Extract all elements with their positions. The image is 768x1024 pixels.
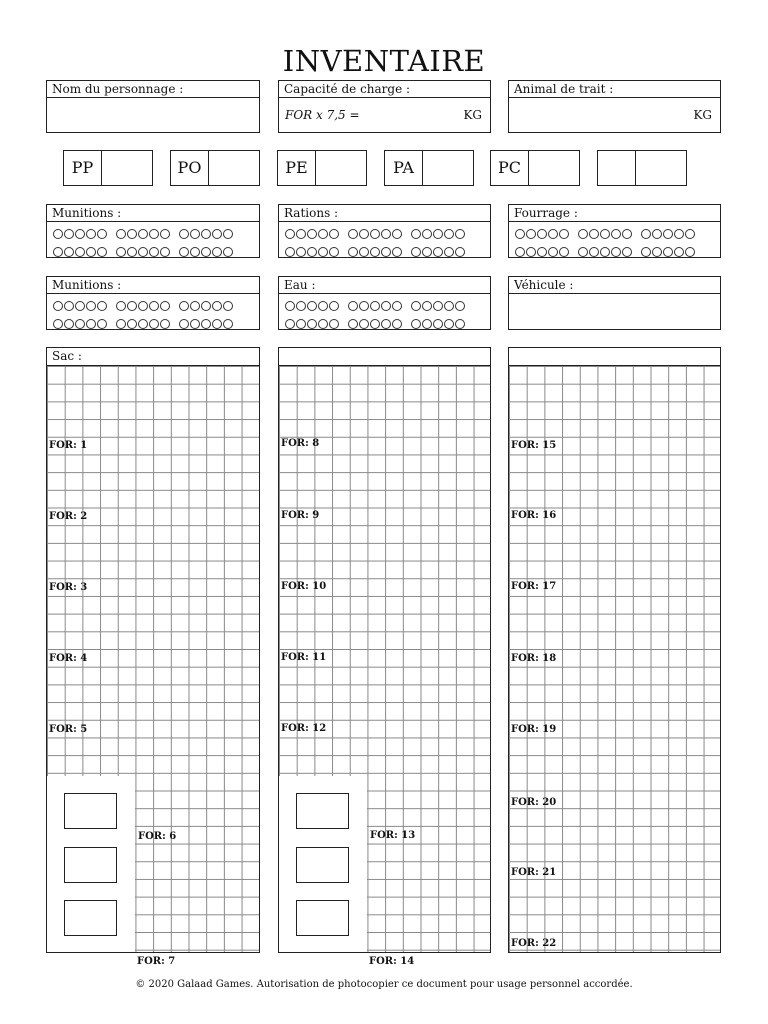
circle-group xyxy=(578,247,632,257)
tracker-circle[interactable] xyxy=(329,247,339,257)
tracker-circle[interactable] xyxy=(559,247,569,257)
for-label: FOR: 21 xyxy=(511,867,557,878)
tracker-circle[interactable] xyxy=(537,229,547,239)
tracker-circle[interactable] xyxy=(201,301,211,311)
tracker-circle[interactable] xyxy=(160,229,170,239)
tracker-circle[interactable] xyxy=(223,247,233,257)
circle-group xyxy=(116,301,170,311)
tracker-circle[interactable] xyxy=(455,247,465,257)
tracker-circle[interactable] xyxy=(116,247,126,257)
tracker-circle[interactable] xyxy=(149,229,159,239)
tracker-circle[interactable] xyxy=(97,247,107,257)
tracker-circle[interactable] xyxy=(201,229,211,239)
tracker-circle[interactable] xyxy=(97,319,107,329)
circle-group xyxy=(348,229,402,239)
munitions-label: Munitions : xyxy=(47,277,259,294)
tracker-circle[interactable] xyxy=(433,301,443,311)
tracker-circle[interactable] xyxy=(116,229,126,239)
coin-label: PE xyxy=(278,151,316,185)
tracker-circle[interactable] xyxy=(433,319,443,329)
inventory-grid-3[interactable] xyxy=(508,365,721,953)
tracker-circle[interactable] xyxy=(600,247,610,257)
tracker-circle[interactable] xyxy=(663,247,673,257)
tracker-circle[interactable] xyxy=(127,301,137,311)
tracker-circle[interactable] xyxy=(381,229,391,239)
tracker-circle[interactable] xyxy=(212,319,222,329)
rations-label: Rations : xyxy=(279,205,490,222)
tracker-circle[interactable] xyxy=(433,247,443,257)
circle-group xyxy=(179,301,233,311)
circle-row xyxy=(285,297,486,315)
copyright-footer: © 2020 Galaad Games. Autorisation de photocopier ce document pour usage personnel accordée. xyxy=(135,979,633,990)
circle-row xyxy=(285,315,486,333)
tracker-circle[interactable] xyxy=(201,247,211,257)
tracker-circle[interactable] xyxy=(318,301,328,311)
tracker-circle[interactable] xyxy=(589,247,599,257)
circle-tracker[interactable] xyxy=(285,225,486,261)
tracker-circle[interactable] xyxy=(116,319,126,329)
draft-animal-label: Animal de trait : xyxy=(509,81,720,98)
tracker-circle[interactable] xyxy=(422,301,432,311)
item-slot[interactable] xyxy=(296,847,349,883)
tracker-circle[interactable] xyxy=(75,247,85,257)
circle-group xyxy=(285,229,339,239)
tracker-circle[interactable] xyxy=(75,301,85,311)
tracker-circle[interactable] xyxy=(381,301,391,311)
tracker-circle[interactable] xyxy=(348,301,358,311)
circle-row xyxy=(515,225,716,243)
tracker-circle[interactable] xyxy=(190,229,200,239)
tracker-circle[interactable] xyxy=(685,229,695,239)
coin-pc[interactable] xyxy=(490,150,580,186)
coin-label: PC xyxy=(491,151,529,185)
for-label: FOR: 22 xyxy=(511,938,557,949)
for-label: FOR: 15 xyxy=(511,440,557,451)
circle-group xyxy=(578,229,632,239)
tracker-circle[interactable] xyxy=(64,247,74,257)
for-label: FOR: 3 xyxy=(49,582,88,593)
tracker-circle[interactable] xyxy=(674,229,684,239)
coin-pe[interactable] xyxy=(277,150,367,186)
tracker-circle[interactable] xyxy=(127,319,137,329)
tracker-circle[interactable] xyxy=(179,247,189,257)
rations-box[interactable] xyxy=(278,204,491,258)
tracker-circle[interactable] xyxy=(381,247,391,257)
coin-label: PA xyxy=(385,151,423,185)
tracker-circle[interactable] xyxy=(97,301,107,311)
tracker-circle[interactable] xyxy=(600,229,610,239)
tracker-circle[interactable] xyxy=(296,229,306,239)
circle-row xyxy=(53,315,255,333)
tracker-circle[interactable] xyxy=(359,229,369,239)
circle-group xyxy=(641,229,695,239)
for-label: FOR: 7 xyxy=(137,956,176,967)
tracker-circle[interactable] xyxy=(392,247,402,257)
tracker-circle[interactable] xyxy=(149,247,159,257)
carry-capacity-formula: FOR x 7,5 = xyxy=(285,108,360,122)
coin-po[interactable] xyxy=(170,150,260,186)
tracker-circle[interactable] xyxy=(212,229,222,239)
tracker-circle[interactable] xyxy=(329,319,339,329)
tracker-circle[interactable] xyxy=(515,247,525,257)
coin-label: PO xyxy=(171,151,209,185)
circle-group xyxy=(285,319,339,329)
tracker-circle[interactable] xyxy=(296,319,306,329)
for-label: FOR: 18 xyxy=(511,653,557,664)
tracker-circle[interactable] xyxy=(559,229,569,239)
for-label: FOR: 8 xyxy=(281,438,320,449)
circle-tracker[interactable] xyxy=(285,297,486,333)
tracker-circle[interactable] xyxy=(622,247,632,257)
tracker-circle[interactable] xyxy=(578,247,588,257)
tracker-circle[interactable] xyxy=(285,301,295,311)
tracker-circle[interactable] xyxy=(64,229,74,239)
munitions-box-2[interactable] xyxy=(46,276,260,330)
item-slot[interactable] xyxy=(64,900,117,936)
carry-capacity-unit: KG xyxy=(463,108,482,122)
draft-animal-unit: KG xyxy=(693,108,712,122)
tracker-circle[interactable] xyxy=(138,301,148,311)
tracker-circle[interactable] xyxy=(348,247,358,257)
tracker-circle[interactable] xyxy=(444,301,454,311)
tracker-circle[interactable] xyxy=(53,247,63,257)
circle-tracker[interactable] xyxy=(53,225,255,261)
circle-group xyxy=(411,301,465,311)
tracker-circle[interactable] xyxy=(75,319,85,329)
tracker-circle[interactable] xyxy=(392,301,402,311)
tracker-circle[interactable] xyxy=(370,319,380,329)
tracker-circle[interactable] xyxy=(641,229,651,239)
tracker-circle[interactable] xyxy=(455,229,465,239)
tracker-circle[interactable] xyxy=(75,229,85,239)
coin-pa[interactable] xyxy=(384,150,474,186)
for-label: FOR: 11 xyxy=(281,652,327,663)
draft-animal-box[interactable] xyxy=(508,80,721,133)
tracker-circle[interactable] xyxy=(685,247,695,257)
tracker-circle[interactable] xyxy=(116,301,126,311)
tracker-circle[interactable] xyxy=(611,229,621,239)
tracker-circle[interactable] xyxy=(537,247,547,257)
item-slot[interactable] xyxy=(296,793,349,829)
for-label: FOR: 19 xyxy=(511,724,557,735)
tracker-circle[interactable] xyxy=(53,301,63,311)
circle-group xyxy=(411,229,465,239)
tracker-circle[interactable] xyxy=(160,247,170,257)
tracker-circle[interactable] xyxy=(611,247,621,257)
tracker-circle[interactable] xyxy=(411,319,421,329)
tracker-circle[interactable] xyxy=(318,247,328,257)
tracker-circle[interactable] xyxy=(359,319,369,329)
fourrage-box[interactable] xyxy=(508,204,721,258)
for-label: FOR: 2 xyxy=(49,511,88,522)
tracker-circle[interactable] xyxy=(411,301,421,311)
circle-group xyxy=(179,319,233,329)
tracker-circle[interactable] xyxy=(652,247,662,257)
circle-group xyxy=(53,319,107,329)
inventory-grid-1[interactable] xyxy=(46,365,260,953)
tracker-circle[interactable] xyxy=(179,301,189,311)
circle-group xyxy=(179,229,233,239)
item-slot[interactable] xyxy=(296,900,349,936)
tracker-circle[interactable] xyxy=(359,301,369,311)
for-label: FOR: 4 xyxy=(49,653,88,664)
tracker-circle[interactable] xyxy=(149,319,159,329)
tracker-circle[interactable] xyxy=(548,229,558,239)
circle-group xyxy=(116,247,170,257)
sac-label: Sac : xyxy=(52,349,82,363)
tracker-circle[interactable] xyxy=(422,247,432,257)
tracker-circle[interactable] xyxy=(138,229,148,239)
tracker-circle[interactable] xyxy=(526,247,536,257)
tracker-circle[interactable] xyxy=(179,229,189,239)
for-label: FOR: 5 xyxy=(49,724,88,735)
circle-group xyxy=(179,247,233,257)
tracker-circle[interactable] xyxy=(392,319,402,329)
character-name-box[interactable] xyxy=(46,80,260,133)
carry-capacity-label: Capacité de charge : xyxy=(279,81,490,98)
circle-group xyxy=(53,247,107,257)
tracker-circle[interactable] xyxy=(652,229,662,239)
tracker-circle[interactable] xyxy=(392,229,402,239)
circle-row xyxy=(53,297,255,315)
tracker-circle[interactable] xyxy=(86,301,96,311)
tracker-circle[interactable] xyxy=(381,319,391,329)
for-label: FOR: 12 xyxy=(281,723,327,734)
circle-group xyxy=(285,301,339,311)
circle-row xyxy=(53,225,255,243)
munitions-label: Munitions : xyxy=(47,205,259,222)
circle-group xyxy=(411,247,465,257)
tracker-circle[interactable] xyxy=(318,319,328,329)
inventory-grid-2[interactable] xyxy=(278,365,491,953)
circle-row xyxy=(515,243,716,261)
circle-group xyxy=(116,319,170,329)
circle-group xyxy=(285,247,339,257)
tracker-circle[interactable] xyxy=(190,301,200,311)
tracker-circle[interactable] xyxy=(149,301,159,311)
tracker-circle[interactable] xyxy=(444,247,454,257)
tracker-circle[interactable] xyxy=(422,229,432,239)
tracker-circle[interactable] xyxy=(285,319,295,329)
tracker-circle[interactable] xyxy=(578,229,588,239)
sac-header-2 xyxy=(278,347,491,366)
circle-group xyxy=(53,301,107,311)
tracker-circle[interactable] xyxy=(589,229,599,239)
tracker-circle[interactable] xyxy=(455,319,465,329)
circle-tracker[interactable] xyxy=(515,225,716,261)
tracker-circle[interactable] xyxy=(86,247,96,257)
circle-row xyxy=(285,225,486,243)
eau-label: Eau : xyxy=(279,277,490,294)
tracker-circle[interactable] xyxy=(127,247,137,257)
tracker-circle[interactable] xyxy=(64,319,74,329)
circle-group xyxy=(116,229,170,239)
coin-pp[interactable] xyxy=(63,150,153,186)
fourrage-label: Fourrage : xyxy=(509,205,720,222)
tracker-circle[interactable] xyxy=(86,229,96,239)
tracker-circle[interactable] xyxy=(548,247,558,257)
tracker-circle[interactable] xyxy=(296,301,306,311)
tracker-circle[interactable] xyxy=(370,229,380,239)
tracker-circle[interactable] xyxy=(127,229,137,239)
tracker-circle[interactable] xyxy=(307,301,317,311)
tracker-circle[interactable] xyxy=(53,319,63,329)
tracker-circle[interactable] xyxy=(674,247,684,257)
item-slot[interactable] xyxy=(64,847,117,883)
tracker-circle[interactable] xyxy=(348,229,358,239)
vehicule-label: Véhicule : xyxy=(509,277,720,294)
tracker-circle[interactable] xyxy=(455,301,465,311)
tracker-circle[interactable] xyxy=(138,247,148,257)
tracker-circle[interactable] xyxy=(307,229,317,239)
tracker-circle[interactable] xyxy=(329,301,339,311)
tracker-circle[interactable] xyxy=(223,301,233,311)
tracker-circle[interactable] xyxy=(296,247,306,257)
tracker-circle[interactable] xyxy=(641,247,651,257)
tracker-circle[interactable] xyxy=(285,247,295,257)
tracker-circle[interactable] xyxy=(526,229,536,239)
tracker-circle[interactable] xyxy=(444,229,454,239)
tracker-circle[interactable] xyxy=(190,319,200,329)
for-label: FOR: 13 xyxy=(370,830,416,841)
tracker-circle[interactable] xyxy=(212,247,222,257)
sac-header-3 xyxy=(508,347,721,366)
circle-group xyxy=(641,247,695,257)
tracker-circle[interactable] xyxy=(138,319,148,329)
carry-capacity-box[interactable] xyxy=(278,80,491,133)
circle-row xyxy=(285,243,486,261)
tracker-circle[interactable] xyxy=(285,229,295,239)
tracker-circle[interactable] xyxy=(318,229,328,239)
tracker-circle[interactable] xyxy=(370,247,380,257)
circle-group xyxy=(348,319,402,329)
tracker-circle[interactable] xyxy=(622,229,632,239)
character-name-label: Nom du personnage : xyxy=(47,81,259,98)
tracker-circle[interactable] xyxy=(307,247,317,257)
for-label: FOR: 20 xyxy=(511,797,557,808)
tracker-circle[interactable] xyxy=(370,301,380,311)
for-label: FOR: 1 xyxy=(49,440,88,451)
coin-blank[interactable] xyxy=(597,150,687,186)
page-title: INVENTAIRE xyxy=(282,44,486,78)
tracker-circle[interactable] xyxy=(515,229,525,239)
tracker-circle[interactable] xyxy=(444,319,454,329)
tracker-circle[interactable] xyxy=(160,319,170,329)
circle-group xyxy=(515,229,569,239)
sac-header-1 xyxy=(46,347,260,366)
vehicule-box[interactable] xyxy=(508,276,721,330)
circle-group xyxy=(348,247,402,257)
for-label: FOR: 6 xyxy=(138,831,177,842)
for-label: FOR: 16 xyxy=(511,510,557,521)
tracker-circle[interactable] xyxy=(160,301,170,311)
tracker-circle[interactable] xyxy=(190,247,200,257)
for-label: FOR: 10 xyxy=(281,581,327,592)
tracker-circle[interactable] xyxy=(97,229,107,239)
item-slot[interactable] xyxy=(64,793,117,829)
circle-tracker[interactable] xyxy=(53,297,255,333)
for-label: FOR: 14 xyxy=(369,956,415,967)
tracker-circle[interactable] xyxy=(201,319,211,329)
circle-group xyxy=(348,301,402,311)
tracker-circle[interactable] xyxy=(359,247,369,257)
tracker-circle[interactable] xyxy=(348,319,358,329)
tracker-circle[interactable] xyxy=(86,319,96,329)
tracker-circle[interactable] xyxy=(53,229,63,239)
circle-row xyxy=(53,243,255,261)
tracker-circle[interactable] xyxy=(179,319,189,329)
tracker-circle[interactable] xyxy=(411,247,421,257)
for-label: FOR: 9 xyxy=(281,510,320,521)
tracker-circle[interactable] xyxy=(64,301,74,311)
tracker-circle[interactable] xyxy=(307,319,317,329)
tracker-circle[interactable] xyxy=(223,319,233,329)
tracker-circle[interactable] xyxy=(422,319,432,329)
tracker-circle[interactable] xyxy=(411,229,421,239)
eau-box[interactable] xyxy=(278,276,491,330)
tracker-circle[interactable] xyxy=(212,301,222,311)
tracker-circle[interactable] xyxy=(223,229,233,239)
coin-label xyxy=(598,151,636,185)
munitions-box-1[interactable] xyxy=(46,204,260,258)
coin-label: PP xyxy=(64,151,102,185)
for-label: FOR: 17 xyxy=(511,581,557,592)
circle-group xyxy=(411,319,465,329)
circle-group xyxy=(515,247,569,257)
tracker-circle[interactable] xyxy=(663,229,673,239)
circle-group xyxy=(53,229,107,239)
tracker-circle[interactable] xyxy=(329,229,339,239)
tracker-circle[interactable] xyxy=(433,229,443,239)
